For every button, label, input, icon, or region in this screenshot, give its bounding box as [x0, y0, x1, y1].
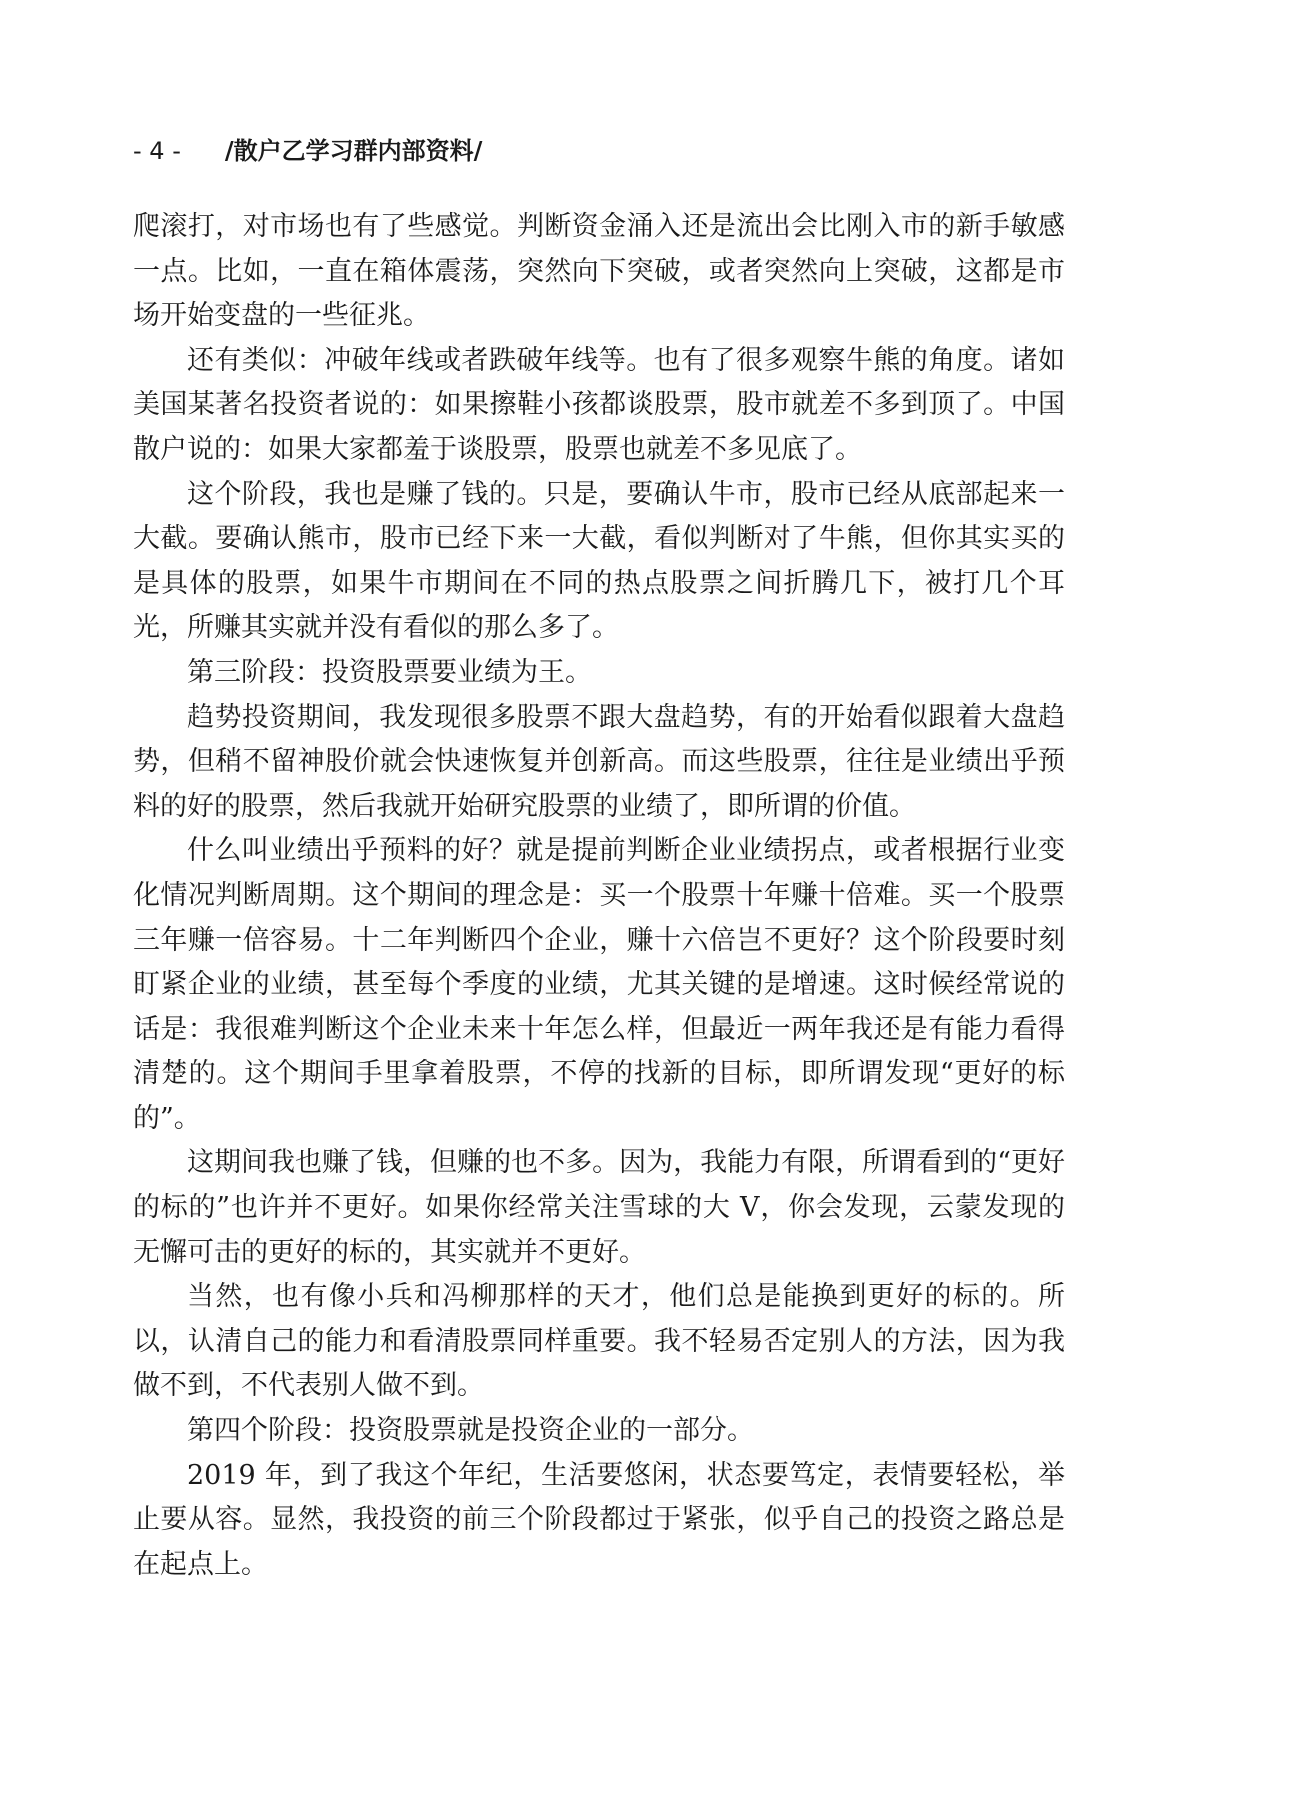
paragraph: 趋势投资期间，我发现很多股票不跟大盘趋势，有的开始看似跟着大盘趋势，但稍不留神股价就会快速恢复并创新高。而这些股票，往往是业绩出乎预料的好的股票，然后我就开始研究股票的业绩了，即所谓的价值。	[133, 701, 1065, 822]
paragraph: 什么叫业绩出乎预料的好？就是提前判断企业业绩拐点，或者根据行业变化情况判断周期。这个期间的理念是：买一个股票十年赚十倍难。买一个股票三年赚一倍容易。十二年判断四个企业，赚十六倍岂不更好？这个阶段要时刻盯紧企业的业绩，甚至每个季度的业绩，尤其关键的是增速。这时候经常说的话是：我很难判断这个企业未来十年怎么样，但最近一两年我还是有能力看得清楚的。这个期间手里拿着股票，不停的找新的目标，即所谓发现“更好的标的”。	[133, 835, 1065, 1134]
paragraph: 还有类似：冲破年线或者跌破年线等。也有了很多观察牛熊的角度。诸如美国某著名投资者说的：如果擦鞋小孩都谈股票，股市就差不多到顶了。中国散户说的：如果大家都羞于谈股票，股票也就差不多见底了。	[133, 344, 1065, 465]
body-text	[133, 205, 1065, 1587]
page-number: - 4 -	[133, 137, 181, 165]
paragraph: 爬滚打，对市场也有了些感觉。判断资金涌入还是流出会比刚入市的新手敏感一点。比如，一直在箱体震荡，突然向下突破，或者突然向上突破，这都是市场开始变盘的一些征兆。	[133, 211, 1065, 332]
section-heading: 第三阶段：投资股票要业绩为王。	[187, 656, 592, 688]
paragraph: 这个阶段，我也是赚了钱的。只是，要确认牛市，股市已经从底部起来一大截。要确认熊市，股市已经下来一大截，看似判断对了牛熊，但你其实买的是具体的股票，如果牛市期间在不同的热点股票之间折腾几下，被打几个耳光，所赚其实就并没有看似的那么多了。	[133, 478, 1065, 644]
section-heading: 第四个阶段：投资股票就是投资企业的一部分。	[187, 1415, 754, 1447]
paragraph: 当然，也有像小兵和冯柳那样的天才，他们总是能换到更好的标的。所以，认清自己的能力和看清股票同样重要。我不轻易否定别人的方法，因为我做不到，不代表别人做不到。	[133, 1281, 1065, 1402]
paragraph: 这期间我也赚了钱，但赚的也不多。因为，我能力有限，所谓看到的“更好的标的”也许并不更好。如果你经常关注雪球的大 V，你会发现，云蒙发现的无懈可击的更好的标的，其实就并不更好。	[133, 1147, 1065, 1268]
paragraph: 2019 年，到了我这个年纪，生活要悠闲，状态要笃定，表情要轻松，举止要从容。显然，我投资的前三个阶段都过于紧张，似乎自己的投资之路总是在起点上。	[133, 1459, 1065, 1580]
document-title: /散户乙学习群内部资料/	[224, 136, 483, 165]
page-header	[133, 136, 482, 166]
